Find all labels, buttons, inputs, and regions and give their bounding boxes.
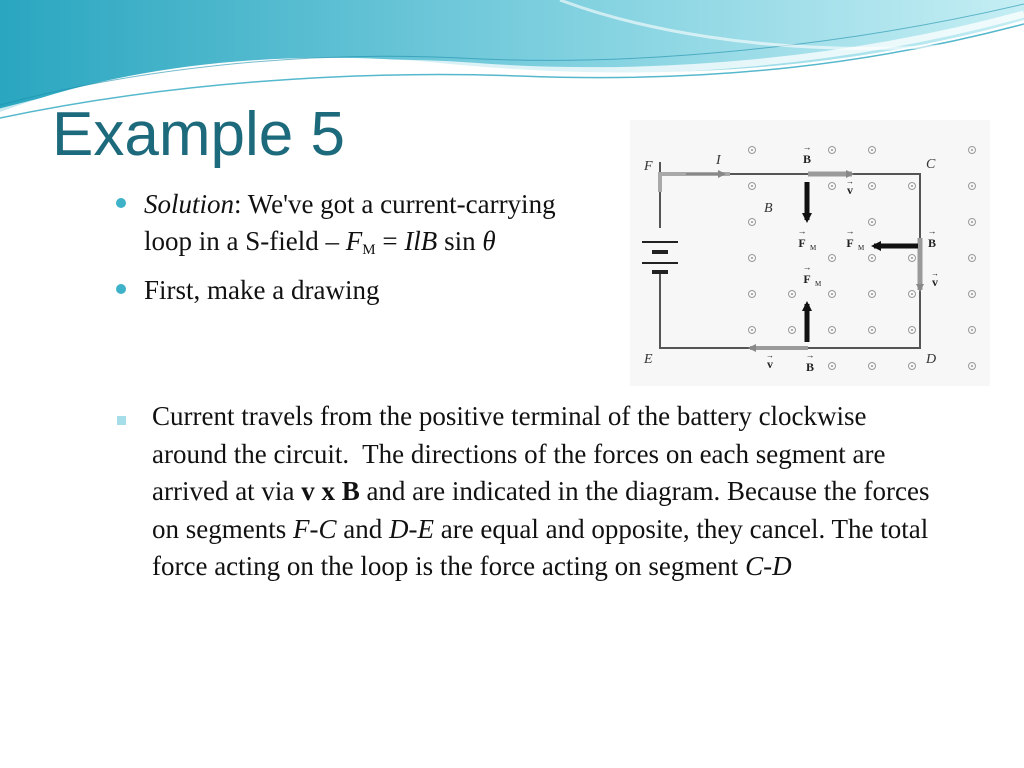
circuit-diagram: [630, 120, 990, 386]
field-dot-center: [871, 329, 873, 331]
vec-f-bottom: F: [803, 272, 811, 286]
arrow-accent: →: [927, 226, 937, 236]
field-dot-center: [831, 185, 833, 187]
para-part-2: and are indicated in the diagram. Because the forces on segments: [152, 476, 930, 544]
field-dot-center: [831, 149, 833, 151]
vec-f-right: F: [846, 236, 854, 250]
segment-fc: F-C: [293, 513, 337, 544]
field-dot-center: [971, 221, 973, 223]
explanation-text: [152, 398, 942, 586]
arrow-accent: →: [931, 269, 939, 278]
corner-label-f: F: [644, 159, 653, 174]
slide-title: Example 5: [52, 100, 345, 169]
vec-b-top: B: [802, 152, 812, 166]
bullet-first: [112, 272, 582, 309]
bullet-dot-icon: [116, 284, 126, 294]
field-dot-center: [871, 185, 873, 187]
cross-symbol: x: [314, 476, 342, 506]
theta-symbol: θ: [482, 226, 496, 256]
field-dot-center: [791, 329, 793, 331]
arrow-accent: →: [797, 226, 807, 236]
solution-text: : We've got a current-carrying loop in a S-field –: [144, 189, 556, 256]
square-bullet-icon: [117, 416, 126, 425]
field-dot-center: [871, 365, 873, 367]
field-dot-center: [911, 185, 913, 187]
sin-text: sin: [437, 226, 483, 256]
arrow-accent: →: [846, 177, 854, 186]
vector-v: v: [301, 476, 315, 506]
field-dot-center: [971, 185, 973, 187]
arrow-accent: →: [802, 142, 812, 152]
vec-v-bottom: v: [767, 357, 773, 371]
segment-de: D-E: [388, 513, 434, 544]
field-dot-center: [971, 365, 973, 367]
field-dot-center: [751, 293, 753, 295]
field-dot-center: [971, 329, 973, 331]
field-dot-center: [871, 257, 873, 259]
field-dot-center: [911, 257, 913, 259]
field-dot-center: [751, 329, 753, 331]
field-dot-center: [871, 293, 873, 295]
vec-f-right-sub: M: [858, 244, 865, 252]
vec-v-right: v: [932, 275, 938, 289]
field-dot-center: [971, 149, 973, 151]
solution-label: Solution: [144, 189, 235, 219]
vec-f-top: F: [798, 236, 806, 250]
bullet-dot-icon: [116, 198, 126, 208]
field-dot-center: [971, 257, 973, 259]
field-dot-center: [831, 293, 833, 295]
vec-b-right: B: [927, 236, 937, 250]
field-dot-center: [751, 221, 753, 223]
vec-b-bottom: B: [805, 360, 815, 374]
vector-b: B: [341, 476, 360, 506]
field-dot-center: [751, 185, 753, 187]
ilb-symbol: IlB: [404, 226, 438, 256]
arrow-accent: →: [845, 226, 855, 236]
field-dot-center: [791, 293, 793, 295]
segment-cd: C-D: [745, 551, 792, 581]
corner-label-d: D: [926, 352, 937, 367]
para-part-3: are equal and opposite, they cancel. The total force acting on the loop is the force acting on segment: [152, 513, 929, 581]
bullet-solution: [112, 186, 582, 269]
vec-f-top-sub: M: [810, 244, 817, 252]
field-dot-center: [871, 221, 873, 223]
current-label: I: [716, 153, 721, 168]
corner-label-e: E: [644, 352, 653, 367]
field-dot-center: [751, 149, 753, 151]
fm-subscript: M: [362, 242, 376, 258]
field-dot-center: [871, 149, 873, 151]
arrow-accent: →: [802, 262, 812, 272]
field-dot-center: [831, 329, 833, 331]
corner-label-c: C: [926, 157, 936, 172]
explanation-paragraph: [112, 398, 942, 586]
field-dot-center: [751, 257, 753, 259]
arrow-accent: →: [766, 351, 774, 360]
vec-f-bottom-sub: M: [815, 280, 822, 288]
bullet-list: [112, 186, 582, 312]
field-dot-center: [911, 329, 913, 331]
first-text: First, make a drawing: [144, 275, 380, 305]
equals-sign: =: [375, 226, 405, 256]
field-dot-center: [971, 293, 973, 295]
field-dot-center: [831, 365, 833, 367]
para-part-1: Current travels from the positive terminal of the battery clockwise around the circuit. The directions of the forces on each segment are arrived at via: [152, 401, 886, 506]
field-dot-center: [911, 365, 913, 367]
field-dot-center: [831, 257, 833, 259]
field-dot-center: [911, 293, 913, 295]
fm-symbol: F: [345, 226, 363, 256]
field-label: B: [764, 201, 773, 216]
arrow-accent: →: [805, 350, 815, 360]
vec-v-top: v: [847, 183, 853, 197]
para-and: and: [336, 513, 389, 544]
